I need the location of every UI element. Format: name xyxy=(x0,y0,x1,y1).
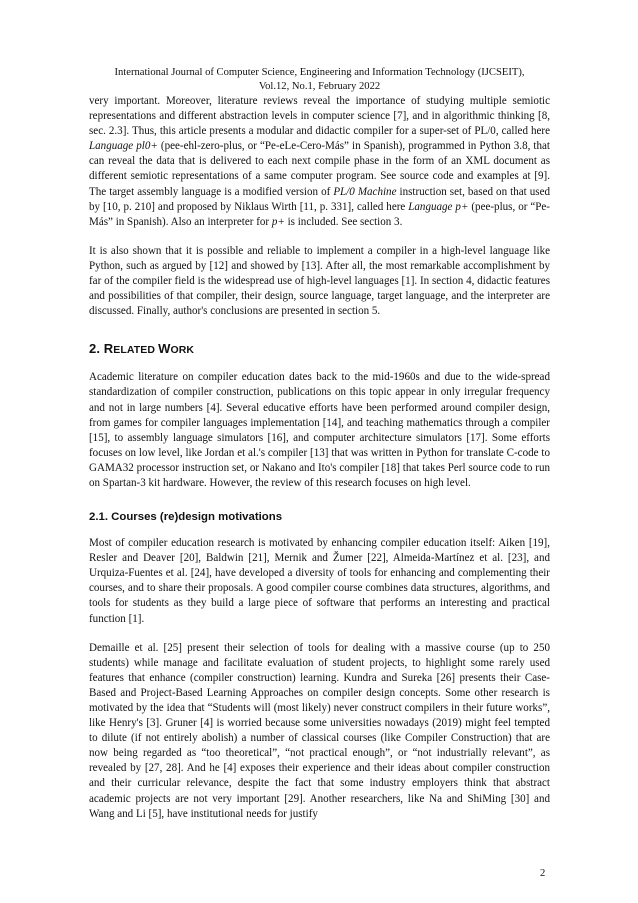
page-body xyxy=(89,0,550,822)
section-2-smallcaps-2: ORK xyxy=(170,344,195,357)
intro-paragraph-1 xyxy=(89,94,550,230)
intro-p1-text-g: (pee-plus, or “Pe-Más” in Spanish). Also an interpreter for xyxy=(89,200,550,228)
subsection-heading-courses: 2.1. Courses (re)design motivations xyxy=(89,511,283,524)
courses-paragraph-2: Demaille et al. [25] present their selection of tools for dealing with a massive course (up to 250 students) while manage and facilitate evaluation of student projects, to highlight some rarely used features that enhance (compiler construction) learning. Kundra and Sureka [26] presents their Case-Based and Project-Based Learning Approaches on compiler design concepts. Some other research is motivated by the idea that “Students will (most likely) never construct compilers in their future works”, like Henry's [3]. Gruner [4] is worried because some universities nowadays (2019) might feel tempted to dilute (if not entirely abolish) a number of classical courses (like Compiler Construction) that are now being regarded as “too theoretical”, “not practical enough”, or “not industrially relevant”, as revealed by [27, 28]. And he [4] exposes their experience and their ideas about compiler construction and their curricular relevance, despite the fact that some industry employers think that abstract academic projects are not very important [29]. Another researchers, like Na and ShiMing [30] and Wang and Li [5], have institutional needs for justify xyxy=(89,641,550,820)
journal-header xyxy=(89,0,550,94)
intro-p1-pplus: p+ xyxy=(271,215,285,228)
journal-header-line1: International Journal of Computer Science, Engineering and Information Technology (IJCSEIT), xyxy=(114,67,525,78)
courses-paragraph-1: Most of compiler education research is motivated by enhancing compiler education itself: Aiken [19], Resler and Deaver [20], Baldwin [21], Mernik and Žumer [22], Almeida-Martínez et al. [23], and Urquiza-Fuentes et al. [24], have developed a diversity of tools for enhancing and complementing their courses, and to share their proposals. A good compiler course combines data structures, algorithms, and tools for students as they build a large piece of software that performs an interesting and practical function [1]. xyxy=(89,537,550,625)
section-2-smallcaps-1: ELATED xyxy=(113,344,159,357)
intro-paragraph-2: It is also shown that it is possible and reliable to implement a compiler in a high-level language like Python, such as argued by [12] and showed by [13]. After all, the most remarkable accomplishment by far of the compiler field is the widespread use of high-level languages [1]. In section 4, didactic features and possibilities of that compiler, their design, source language, target language, and the interpreter are discussed. Finally, author's conclusions are presented in section 5. xyxy=(89,244,550,318)
intro-p1-language-pplus: Language p+ xyxy=(408,200,469,213)
page-number: 2 xyxy=(540,868,546,879)
intro-p1-text-i: is included. See section 3. xyxy=(284,215,403,228)
intro-p1-text-c: (pee-ehl-zero-plus, or “Pe-eLe-Cero-Más” in Spanish), programmed in Python 3.8, that can reveal the data that is delivered to each next compile phase in the form of an XML document as different semiotic representations of a same computer program. See source code and examples at [9]. The target assembly language is a modified version of xyxy=(89,140,550,198)
section-2-number: 2. xyxy=(89,341,104,357)
section-heading-related-work xyxy=(89,341,550,356)
intro-p1-language-pl0plus: Language pl0+ xyxy=(89,140,158,153)
intro-p1-text-a: very important. Moreover, literature reviews reveal the importance of studying multiple semiotic representations and different abstraction levels in computer science [7], and in algorithmic thinking [8, sec. 2.3]. Thus, this article presents a modular and didactic compiler for a super-set of PL/0, called here xyxy=(89,95,550,138)
section-2-cap-r: R xyxy=(103,341,114,357)
intro-p1-pl0-machine: PL/0 Machine xyxy=(333,185,397,198)
section-2-cap-w: W xyxy=(158,341,171,357)
journal-header-line2: Vol.12, No.1, February 2022 xyxy=(258,81,381,92)
related-work-paragraph-1: Academic literature on compiler education dates back to the mid-1960s and due to the wide-spread standardization of compiler construction, publications on this topic appear in only irregular frequency and not in large numbers [4]. Several educative efforts have been performed around compiler design, from games for compiler languages implementation [14], and teaching mathematics through a compiler [15], to assembly language simulators [16], and computer architecture simulators [17]. Some efforts focuses on low level, like Jordan et al.'s compiler [13] that was written in Python for translate C-code to GAMA32 processor instruction set, or Nakano and Ito's compiler [18] that takes Perl source code to run on Spartan-3 kit hardware. However, the review of this research focuses on high level. xyxy=(89,371,550,489)
intro-p1-text-e: instruction set, based on that used by [10, p. 210] and proposed by Niklaus Wirth [11, p. 331], called here xyxy=(89,185,550,213)
